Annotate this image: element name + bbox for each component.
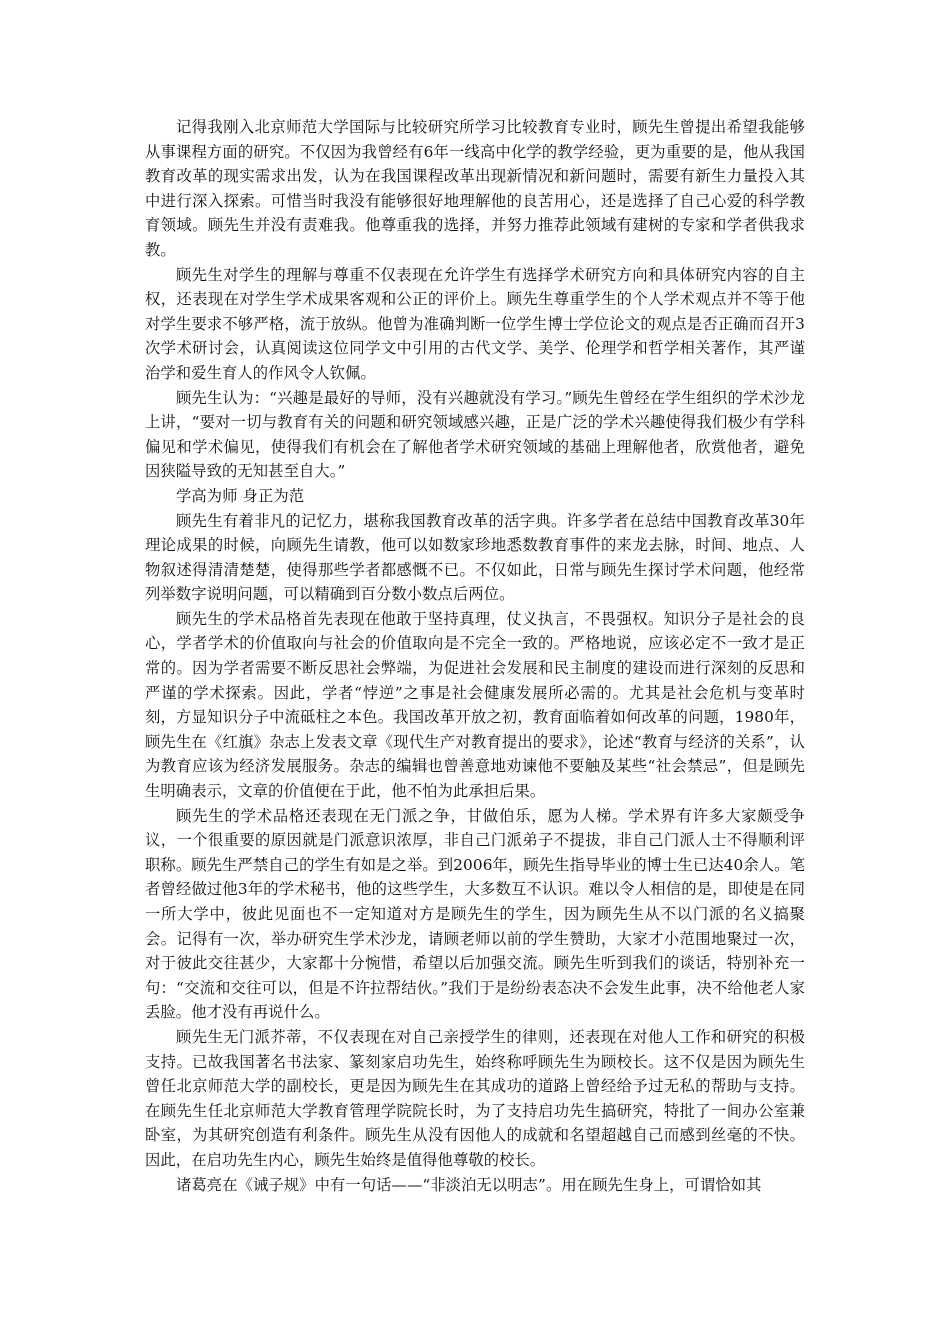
paragraph-curriculum-research: 记得我刚入北京师范大学国际与比较研究所学习比较教育专业时，顾先生曾提出希望我能够从事课程方面的研究。不仅因为我曾经有6年一线高中化学的教学经验，更为重要的是，他从我国教育改革的现实需求出发，认为在我国课程改革出现新情况和新问题时，需要有新生力量投入其中进行深入探索。可惜当时我没有能够很好地理解他的良苦用心，还是选择了自己心爱的科学教育领域。顾先生并没有责难我。他尊重我的选择，并努力推荐此领域有建树的专家和学者供我求教。: [145, 118, 805, 259]
paragraph-memory: 顾先生有着非凡的记忆力，堪称我国教育改革的活字典。许多学者在总结中国教育改革30年理论成果的时候，向顾先生请教，他可以如数家珍地悉数教育事件的来龙去脉，时间、地点、人物叙述得清清楚楚，使得那些学者都感慨不已。不仅如此，日常与顾先生探讨学术问题，他经常列举数字说明问题，可以精确到百分数小数点后两位。: [145, 511, 805, 604]
paragraph-no-factions: 顾先生的学术品格还表现在无门派之争，甘做伯乐，愿为人梯。学术界有许多大家颇受争议，一个很重要的原因就是门派意识浓厚，非自己门派弟子不提拔，非自己门派人士不得顺利评职称。顾先生严禁自己的学生有如是之举。到2006年，顾先生指导毕业的博士生已达40余人。笔者曾经做过他3年的学术秘书，他的这些学生，大多数互不认识。难以令人相信的是，即使是在同一所大学中，彼此见面也不一定知道对方是顾先生的学生，因为顾先生从不以门派的名义搞聚会。记得有一次，举办研究生学术沙龙，请顾老师以前的学生赞助，大家才小范围地聚过一次，对于彼此交往甚少，大家都十分惋惜，希望以后加强交流。顾先生听到我们的谈话，特别补充一句：“交流和交往可以，但是不许拉帮结伙。”我们于是纷纷表态决不会发生此事，决不给他老人家丢脸。他才没有再说什么。: [145, 806, 805, 1022]
paragraph-zhuge-liang: 诸葛亮在《诫子规》中有一句话——“非淡泊无以明志”。用在顾先生身上，可谓恰如其: [176, 1175, 762, 1194]
paragraph-respect-for-students: 顾先生对学生的理解与尊重不仅表现在允许学生有选择学术研究方向和具体研究内容的自主权，还表现在对学生学术成果客观和公正的评价上。顾先生尊重学生的个人学术观点并不等于他对学生要求不够严格，流于放纵。他曾为准确判断一位学生博士学位论文的观点是否正确而召开3次学术研讨会，认真阅读这位同学文中引用的古代文学、美学、伦理学和哲学相关著作，其严谨治学和爱生育人的作风令人钦佩。: [145, 265, 805, 382]
section-heading: 学高为师 身正为范: [176, 486, 305, 505]
paragraph-academic-integrity: 顾先生的学术品格首先表现在他敢于坚持真理，仗义执言，不畏强权。知识分子是社会的良心，学者学术的价值取向与社会的价值取向是不完全一致的。严格地说，应该必定不一致才是正常的。因为学者需要不断反思社会弊端，为促进社会发展和民主制度的建设而进行深刻的反思和严谨的学术探索。因此，学者“悖逆”之事是社会健康发展所必需的。尤其是社会危机与变革时刻，方显知识分子中流砥柱之本色。我国改革开放之初，教育面临着如何改革的问题，1980年，顾先生在《红旗》杂志上发表文章《现代生产对教育提出的要求》，论述“教育与经济的关系”，认为教育应该为经济发展服务。杂志的编辑也曾善意地劝谏他不要触及某些“社会禁忌”，但是顾先生明确表示，文章的价值便在于此，他不怕为此承担后果。: [145, 609, 805, 801]
paragraph-interest-quote: 顾先生认为：“兴趣是最好的导师，没有兴趣就没有学习。”顾先生曾经在学生组织的学术沙龙上讲，“要对一切与教育有关的问题和研究领域感兴趣，正是广泛的学术兴趣使得我们极少有学科偏见和学术偏见，使得我们有机会在了解他者学术研究领域的基础上理解他者，欣赏他者，避免因狭隘导致的无知甚至自大。”: [145, 388, 805, 481]
article-body: [145, 115, 805, 1197]
paragraph-support-others: 顾先生无门派芥蒂，不仅表现在对自己亲授学生的律则，还表现在对他人工作和研究的积极支持。已故我国著名书法家、篆刻家启功先生，始终称呼顾先生为顾校长。这不仅是因为顾先生曾任北京师范大学的副校长，更是因为顾先生在其成功的道路上曾经给予过无私的帮助与支持。在顾先生任北京师范大学教育管理学院院长时，为了支持启功先生搞研究，特批了一间办公室兼卧室，为其研究创造有利条件。顾先生从没有因他人的成就和名望超越自己而感到丝毫的不快。因此，在启功先生内心，顾先生始终是值得他尊敬的校长。: [145, 1027, 805, 1169]
